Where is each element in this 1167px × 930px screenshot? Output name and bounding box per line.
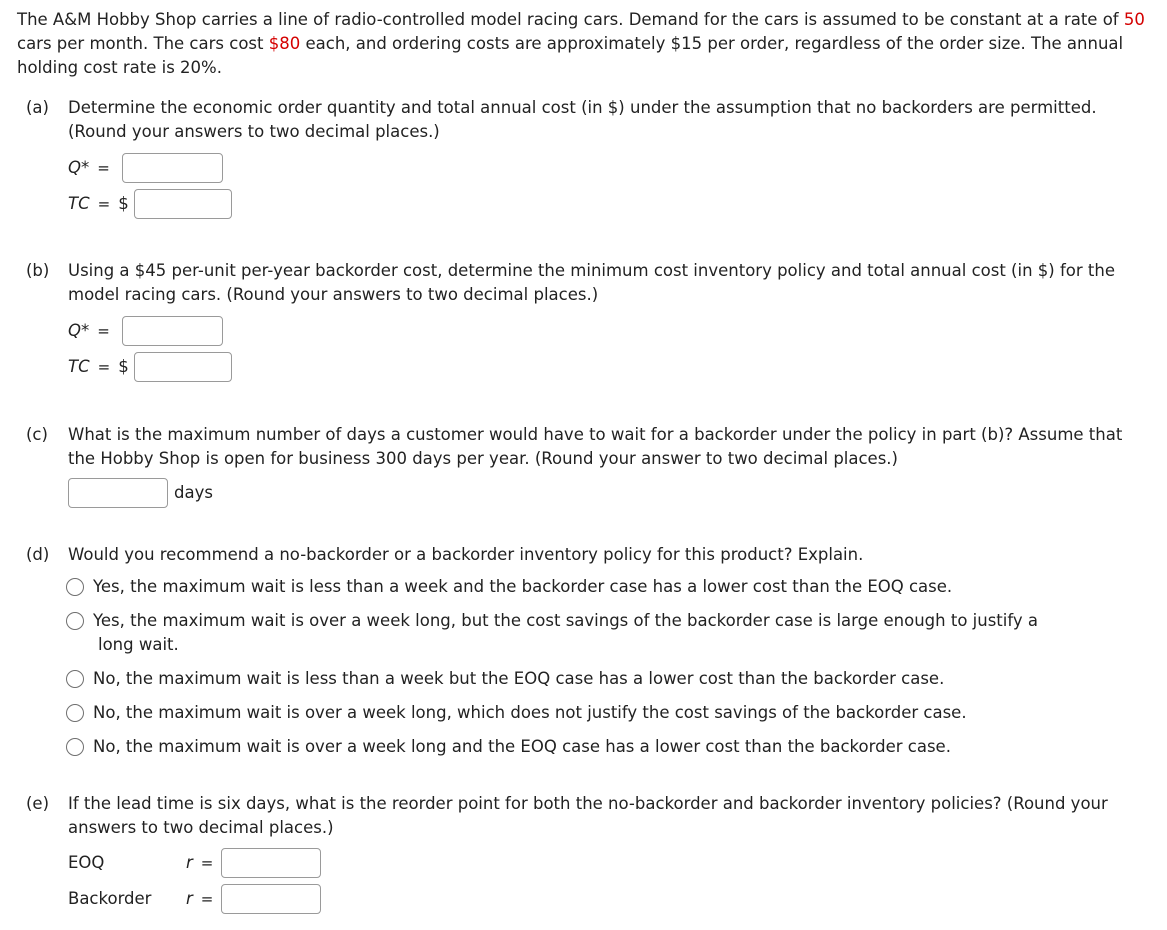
part-c-days-input[interactable] <box>68 478 168 508</box>
part-a-tc-row <box>68 188 232 220</box>
equals-sign: = <box>97 358 111 376</box>
part-e-eoq-input[interactable] <box>221 848 321 878</box>
part-b-question: Using a $45 per-unit per-year backorder cost, determine the minimum cost inventory policy and total annual cost (in $) for the model racing cars. (Round your answers to two decimal places.) <box>68 261 1115 304</box>
option-label[interactable]: No, the maximum wait is over a week long, which does not justify the cost savings of the backorder case. <box>93 703 967 722</box>
radio-button[interactable] <box>66 704 84 722</box>
intro-text-2: cars per month. The cars cost <box>17 34 269 53</box>
part-b-q-input[interactable] <box>122 316 223 346</box>
intro-text-1: The A&M Hobby Shop carries a line of radio-controlled model racing cars. Demand for the cars is assumed to be constant at a rate of <box>17 10 1124 29</box>
part-a-q-row <box>68 152 223 184</box>
option-5[interactable] <box>66 735 1083 759</box>
part-d-letter: (d) <box>26 545 50 564</box>
radio-button[interactable] <box>66 612 84 630</box>
option-label[interactable]: No, the maximum wait is less than a week but the EOQ case has a lower cost than the backorder case. <box>93 669 945 688</box>
dollar-sign: $ <box>118 194 129 213</box>
equals-sign: = <box>200 854 214 872</box>
equals-sign: = <box>97 195 111 213</box>
radio-button[interactable] <box>66 738 84 756</box>
cost-value: $80 <box>268 34 301 53</box>
part-a-question: Determine the economic order quantity and total annual cost (in $) under the assumption that no backorders are permitted. (Round your answers to two decimal places.) <box>68 98 1097 141</box>
equals-sign: = <box>200 890 214 908</box>
option-1[interactable] <box>66 575 1083 599</box>
part-b-letter: (b) <box>26 261 50 280</box>
option-2[interactable] <box>66 609 1083 657</box>
option-4[interactable] <box>66 701 1083 725</box>
part-e-question: If the lead time is six days, what is the reorder point for both the no-backorder and backorder inventory policies? (Round your answers to two decimal places.) <box>68 794 1108 837</box>
part-e-backorder-input[interactable] <box>221 884 321 914</box>
equals-sign: = <box>97 322 110 340</box>
intro-text-3: each, and ordering costs are approximately $15 per order, regardless of the order size. The annual holding cost rate is 20%. <box>17 34 1124 77</box>
backorder-label: Backorder <box>68 889 152 908</box>
part-e-letter: (e) <box>26 794 50 813</box>
r-label: r <box>186 889 193 908</box>
r-label: r <box>186 853 193 872</box>
part-a-q-input[interactable] <box>122 153 223 183</box>
radio-button[interactable] <box>66 578 84 596</box>
part-b-tc-row <box>68 351 232 383</box>
demand-value: 50 <box>1123 10 1145 29</box>
option-label-line2: long wait. <box>98 635 179 654</box>
part-c-letter: (c) <box>26 425 48 444</box>
dollar-sign: $ <box>118 357 129 376</box>
part-b-tc-input[interactable] <box>134 352 232 382</box>
problem-statement <box>17 8 1147 80</box>
part-e-backorder-row <box>68 883 321 915</box>
equals-sign: = <box>97 159 110 177</box>
tc-label: TC <box>68 357 90 376</box>
option-label-line1: Yes, the maximum wait is over a week long, but the cost savings of the backorder case is large enough to justify a <box>93 611 1039 630</box>
part-d-question: Would you recommend a no-backorder or a backorder inventory policy for this product? Explain. <box>68 545 864 564</box>
q-star-label: Q* <box>68 321 90 340</box>
part-c-question: What is the maximum number of days a customer would have to wait for a backorder under the policy in part (b)? Assume that the Hobby Shop is open for business 300 days per year. (Round your answer to two decimal places.) <box>68 425 1123 468</box>
radio-button[interactable] <box>66 670 84 688</box>
part-b-q-row <box>68 315 223 347</box>
eoq-label: EOQ <box>68 853 105 872</box>
part-a-letter: (a) <box>26 98 49 117</box>
days-unit-label: days <box>174 483 213 502</box>
option-label[interactable]: No, the maximum wait is over a week long and the EOQ case has a lower cost than the backorder case. <box>93 737 951 756</box>
part-a-tc-input[interactable] <box>134 189 232 219</box>
q-star-label: Q* <box>68 158 90 177</box>
part-c-days-row <box>68 477 213 509</box>
part-e-eoq-row <box>68 847 321 879</box>
option-label[interactable] <box>93 609 1083 657</box>
tc-label: TC <box>68 194 90 213</box>
option-label[interactable]: Yes, the maximum wait is less than a week and the backorder case has a lower cost than the EOQ case. <box>93 577 953 596</box>
option-3[interactable] <box>66 667 1083 691</box>
